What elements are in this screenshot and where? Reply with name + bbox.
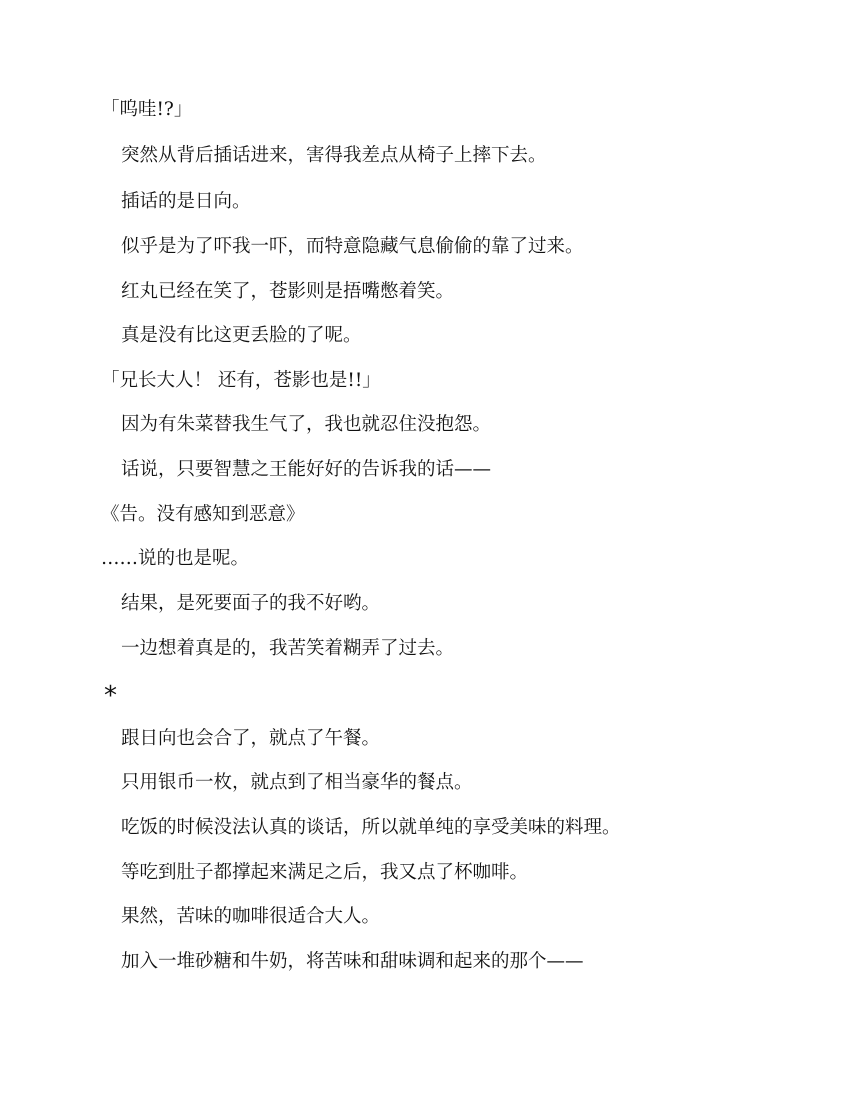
system-message-line: 《告。没有感知到恶意》 xyxy=(101,504,305,525)
paragraph: 一边想着真是的，我苦笑着糊弄了过去。 xyxy=(121,638,455,659)
paragraph: 等吃到肚子都撑起来满足之后，我又点了杯咖啡。 xyxy=(121,862,529,883)
dialogue-line: 「兄长大人！ 还有，苍影也是!!」 xyxy=(101,370,381,391)
paragraph: ……说的也是呢。 xyxy=(101,548,250,569)
paragraph: 果然，苦味的咖啡很适合大人。 xyxy=(121,906,381,927)
paragraph: 插话的是日向。 xyxy=(121,191,251,212)
paragraph: 吃饭的时候没法认真的谈话，所以就单纯的享受美味的料理。 xyxy=(121,817,621,838)
paragraph: 结果，是死要面子的我不好哟。 xyxy=(121,593,381,614)
paragraph: 话说，只要智慧之王能好好的告诉我的话—— xyxy=(121,459,492,480)
paragraph: 红丸已经在笑了，苍影则是捂嘴憋着笑。 xyxy=(121,281,455,302)
scene-break-marker: * xyxy=(104,681,117,711)
paragraph: 因为有朱菜替我生气了，我也就忍住没抱怨。 xyxy=(121,414,492,435)
paragraph: 跟日向也会合了，就点了午餐。 xyxy=(121,728,381,749)
paragraph: 似乎是为了吓我一吓，而特意隐藏气息偷偷的靠了过来。 xyxy=(121,236,584,257)
paragraph: 突然从背后插话进来，害得我差点从椅子上摔下去。 xyxy=(121,145,547,166)
paragraph: 真是没有比这更丢脸的了呢。 xyxy=(121,325,362,346)
dialogue-line: 「呜哇!?」 xyxy=(101,99,193,120)
paragraph: 只用银币一枚，就点到了相当豪华的餐点。 xyxy=(121,772,473,793)
paragraph: 加入一堆砂糖和牛奶，将苦味和甜味调和起来的那个—— xyxy=(121,951,584,972)
